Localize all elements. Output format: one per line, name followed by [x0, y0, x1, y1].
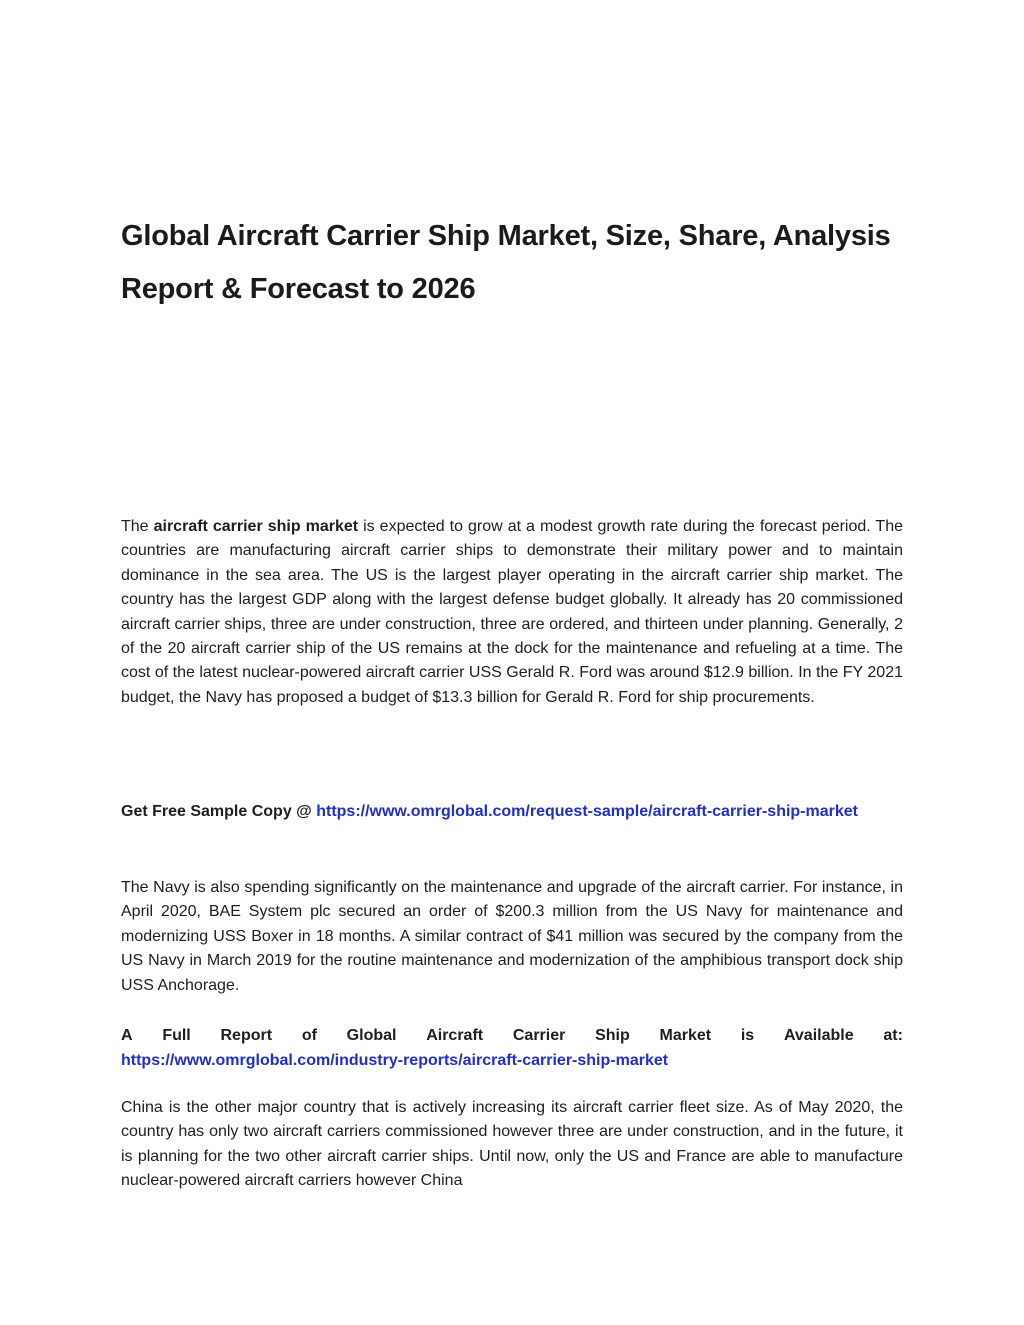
full-report-word: Available — [783, 1027, 854, 1044]
intro-prefix: The — [121, 518, 154, 535]
full-report-word: at: — [883, 1027, 903, 1044]
sample-copy-link[interactable]: https://www.omrglobal.com/request-sample/aircraft-carrier-ship-market — [316, 803, 858, 820]
full-report-word: Report — [220, 1027, 273, 1044]
full-report-word: Global — [346, 1027, 397, 1044]
full-report-word: A — [121, 1027, 133, 1044]
full-report-cta — [121, 1023, 903, 1073]
sample-copy-cta — [121, 794, 903, 830]
china-paragraph: China is the other major country that is actively increasing its aircraft carrier fleet size. As of May 2020, the country has only two aircraft carriers commissioned however three are under construction, and in the future, it is planning for the two other aircraft carrier ships. Until now, only the US and France are able to manufacture nuclear-powered aircraft carriers however China — [121, 1099, 903, 1190]
full-report-word: is — [740, 1027, 755, 1044]
full-report-label — [121, 1023, 903, 1048]
full-report-word: Market — [659, 1027, 712, 1044]
intro-paragraph — [121, 515, 903, 710]
sample-copy-label: Get Free Sample Copy @ — [121, 803, 317, 820]
page-title: Global Aircraft Carrier Ship Market, Size, Share, Analysis Report & Forecast to 2026 — [121, 220, 891, 305]
navy-spending-paragraph: The Navy is also spending significantly on the maintenance and upgrade of the aircraft carrier. For instance, in April 2020, BAE System plc secured an order of $200.3 million from the US Navy for maintenance and modernizing USS Boxer in 18 months. A similar contract of $41 million was secured by the company from the US Navy in March 2019 for the routine maintenance and modernization of the amphibious transport dock ship USS Anchorage. — [121, 879, 903, 994]
full-report-link[interactable]: https://www.omrglobal.com/industry-reports/aircraft-carrier-ship-market — [121, 1052, 669, 1069]
full-report-word: Full — [162, 1027, 191, 1044]
intro-bold-term: aircraft carrier ship market — [153, 518, 359, 535]
full-report-word: Aircraft — [426, 1027, 484, 1044]
intro-body: is expected to grow at a modest growth rate during the forecast period. The countries are manufacturing aircraft carrier ships to demonstrate their military power and to maintain dominance in the sea area. The US is the largest player operating in the aircraft carrier ship market. The country has the largest GDP along with the largest defense budget globally. It already has 20 commissioned aircraft carrier ships, three are under construction, three are ordered, and thirteen under planning. Generally, 2 of the 20 aircraft carrier ship of the US remains at the dock for the maintenance and refueling at a time. The cost of the latest nuclear-powered aircraft carrier USS Gerald R. Ford was around $12.9 billion. In the FY 2021 budget, the Navy has proposed a budget of $13.3 billion for Gerald R. Ford for ship procurements. — [121, 518, 904, 706]
full-report-word: Carrier — [512, 1027, 566, 1044]
full-report-word: of — [301, 1027, 317, 1044]
full-report-word: Ship — [595, 1027, 630, 1044]
